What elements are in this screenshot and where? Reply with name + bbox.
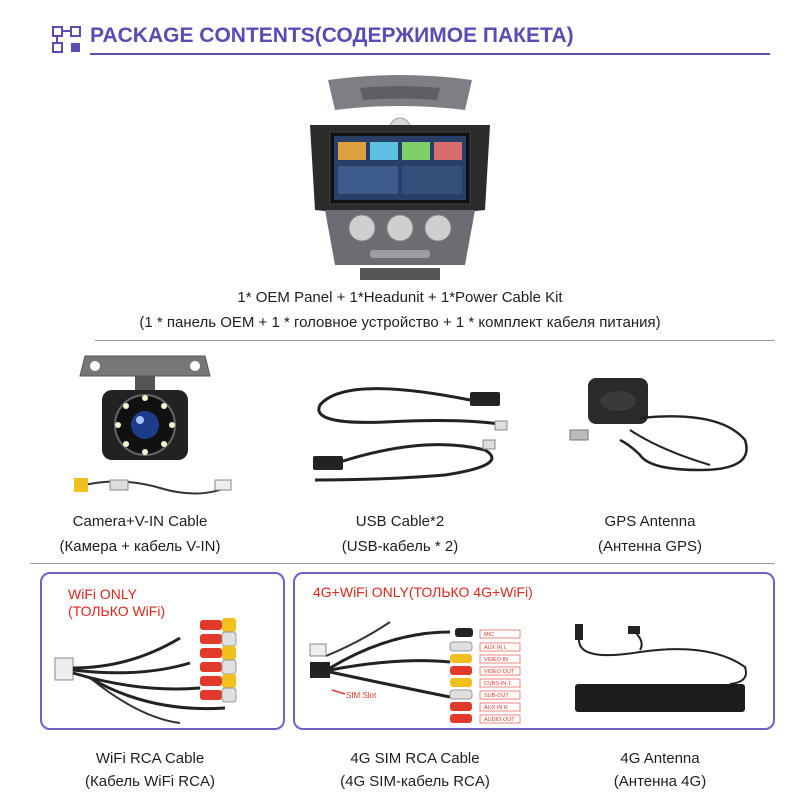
divider-1: [95, 340, 775, 341]
title-underline: [90, 53, 770, 55]
cable-label-cvbs-in: CVBS-IN-1: [484, 681, 512, 687]
4g-antenna-caption-en: 4G Antenna: [620, 750, 700, 767]
main-item-caption-ru: (1 * панель OEM + 1 * головное устройство + 1 * комплект кабеля питания): [139, 314, 661, 331]
cable-label-aux-in-l: AUX IN L: [484, 645, 507, 651]
package-icon: [52, 26, 82, 54]
4g-sim-rca-caption-ru: (4G SIM-кабель RCA): [340, 773, 490, 790]
wifi-only-tag-ru: (ТОЛЬКО WiFi): [68, 603, 166, 619]
gps-caption-en: GPS Antenna: [604, 513, 696, 530]
wifi-rca-cable-image: [50, 618, 275, 726]
camera-caption-en: Camera+V-IN Cable: [72, 513, 208, 530]
usb-cable-image: [305, 380, 515, 490]
gps-caption-ru: (Антенна GPS): [597, 538, 703, 555]
cable-label-audio-out: AUDIO OUT: [484, 717, 515, 723]
4g-sim-rca-cable-image: [300, 602, 540, 726]
cable-label-mic: MIC: [484, 632, 495, 638]
divider-2: [30, 563, 775, 564]
camera-caption-ru: (Камера + кабель V-IN): [59, 538, 221, 555]
usb-caption-ru: (USB-кабель * 2): [341, 538, 459, 555]
wifi-rca-caption-ru: (Кабель WiFi RCA): [85, 773, 215, 790]
cable-label-aux-in-r: AUX IN R: [484, 705, 508, 711]
usb-caption-en: USB Cable*2: [355, 513, 445, 530]
main-item-caption-en: 1* OEM Panel + 1*Headunit + 1*Power Cable Kit: [237, 289, 563, 306]
wifi-rca-caption-en: WiFi RCA Cable: [95, 750, 205, 767]
4g-antenna-caption-ru: (Антенна 4G): [613, 773, 707, 790]
4g-wifi-only-tag: 4G+WiFi ONLY(ТОЛЬКО 4G+WiFi): [313, 584, 533, 600]
sim-slot-label: SIM Slot: [346, 691, 377, 700]
4g-antenna-image: [560, 622, 760, 726]
4g-sim-rca-caption-en: 4G SIM RCA Cable: [350, 750, 480, 767]
wifi-only-tag: WiFi ONLY: [68, 586, 137, 602]
cable-label-video-in: VIDEO IN: [484, 657, 509, 663]
cable-label-sub-out: SUB-OUT: [484, 693, 509, 699]
page-title: PACKAGE CONTENTS(СОДЕРЖИМОЕ ПАКЕТА): [90, 24, 574, 47]
camera-vin-cable-image: [60, 348, 240, 503]
oem-panel-headunit-image: [300, 70, 500, 285]
cable-label-video-out: VIDEO OUT: [484, 669, 515, 675]
gps-antenna-image: [560, 370, 760, 490]
